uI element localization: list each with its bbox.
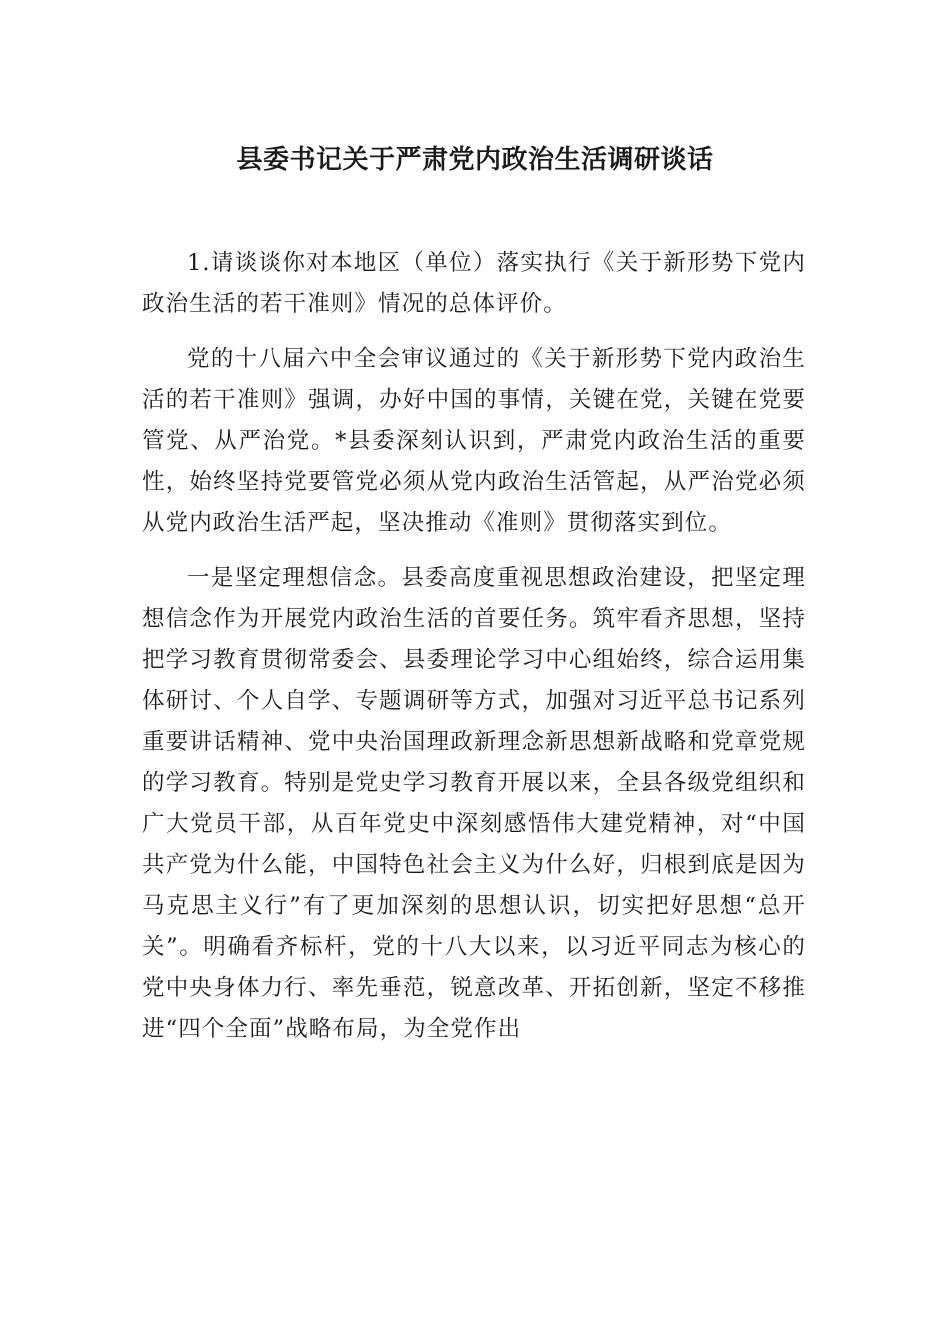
paragraph-question-1: 1.请谈谈你对本地区（单位）落实执行《关于新形势下党内政治生活的若干准则》情况的总体评价。 (142, 250, 806, 317)
paragraph-overview: 党的十八届六中全会审议通过的《关于新形势下党内政治生活的若干准则》强调，办好中国的事情，关键在党，关键在党要管党、从严治党。*县委深刻认识到，严肃党内政治生活的重要性，始终坚持党要管党必须从党内政治生活管起，从严治党必须从党内政治生活严起，坚决推动《准则》贯彻落实到位。 (142, 346, 806, 536)
document-title: 县委书记关于严肃党内政治生活调研谈话 (236, 145, 714, 175)
document-body (142, 243, 806, 1050)
paragraph-ideals: 一是坚定理想信念。县委高度重视思想政治建设，把坚定理想信念作为开展党内政治生活的首要任务。筑牢看齐思想，坚持把学习教育贯彻常委会、县委理论学习中心组始终，综合运用集体研讨、个人自学、专题调研等方式，加强对习近平总书记系列重要讲话精神、党中央治国理政新理念新思想新战略和党章党规的学习教育。特别是党史学习教育开展以来，全县各级党组织和广大党员干部，从百年党史中深刻感悟伟大建党精神，对“中国共产党为什么能，中国特色社会主义为什么好，归根到底是因为马克思主义行”有了更加深刻的思想认识，切实把好思想“总开关”。明确看齐标杆，党的十八大以来，以习近平同志为核心的党中央身体力行、率先垂范，锐意改革、开拓创新，坚定不移推进“四个全面”战略布局，为全党作出 (142, 565, 806, 1042)
